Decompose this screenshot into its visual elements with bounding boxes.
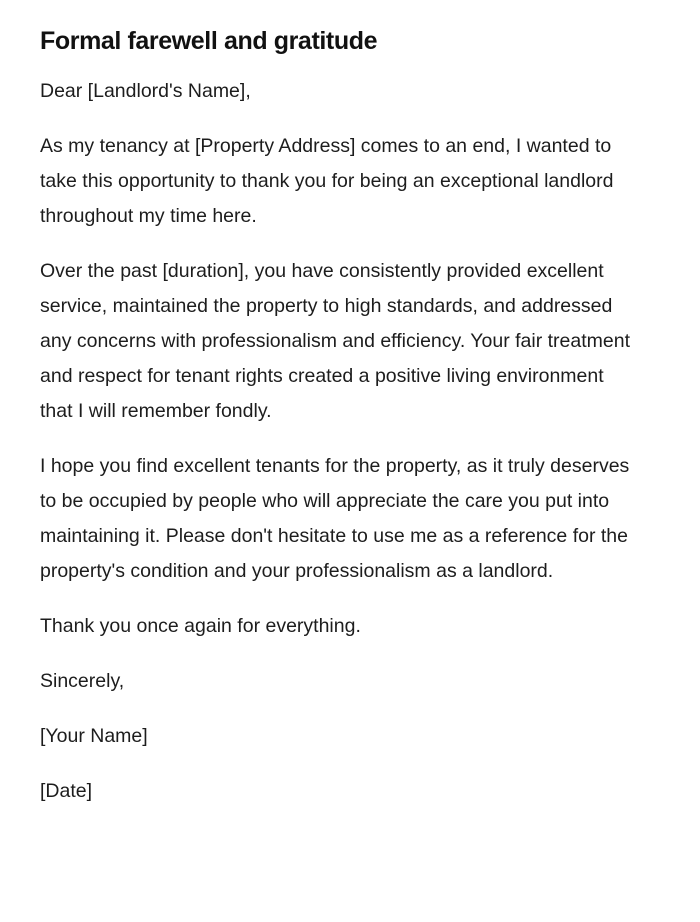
salutation: Dear [Landlord's Name], xyxy=(40,80,251,102)
signature-name: [Your Name] xyxy=(40,725,148,747)
body-paragraph-3: I hope you find excellent tenants for the property, as it truly deserves to be occupied by people who will appreciate the care you put into maintaining it. Please don't hesitate to use me as a reference for the property's condition and your professionalism as a landlord. xyxy=(40,455,630,582)
closing-line: Thank you once again for everything. xyxy=(40,615,361,637)
letter-date: [Date] xyxy=(40,780,93,802)
body-paragraph-2: Over the past [duration], you have consistently provided excellent service, maintained the property to high standards, and addressed any concerns with professionalism and efficiency. Your fair treatment and respect for tenant rights created a positive living environment that I will remember fondly. xyxy=(40,260,630,422)
sign-off: Sincerely, xyxy=(40,670,125,692)
letter-title: Formal farewell and gratitude xyxy=(40,27,378,55)
body-paragraph-1: As my tenancy at [Property Address] comes to an end, I wanted to take this opportunity to thank you for being an exceptional landlord throughout my time here. xyxy=(40,135,614,227)
